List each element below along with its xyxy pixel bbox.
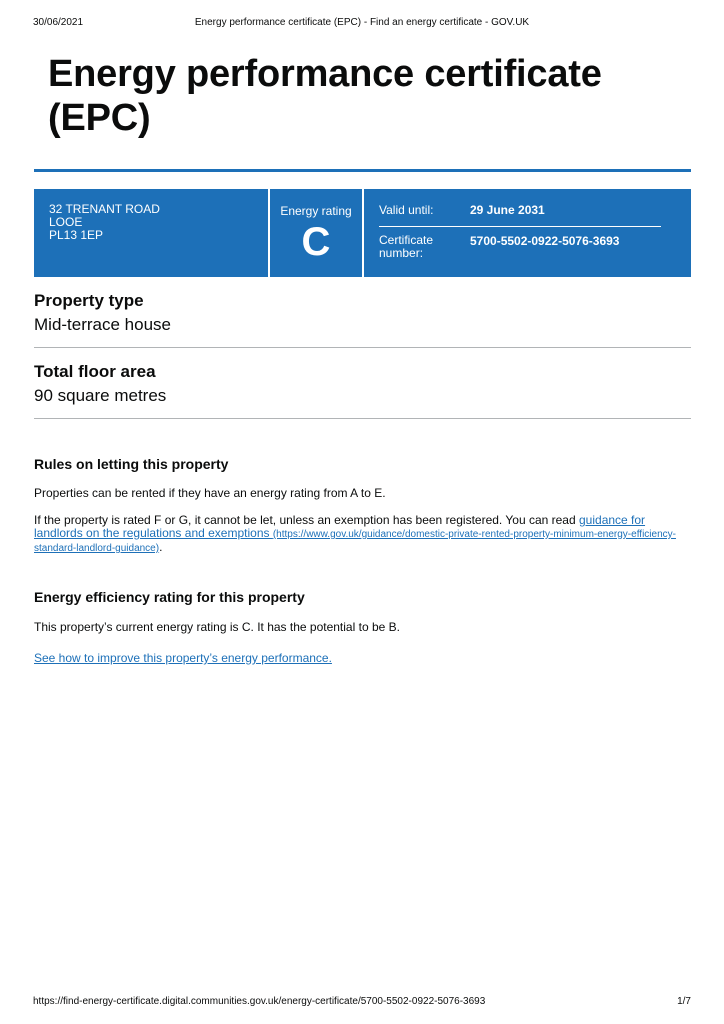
certificate-number-label: Certificate number: xyxy=(379,233,434,260)
valid-until-label: Valid until: xyxy=(379,203,434,217)
letting-rules-heading: Rules on letting this property xyxy=(34,456,229,472)
property-address xyxy=(34,189,268,277)
letting-exemptions-text xyxy=(34,514,691,555)
property-type-heading: Property type xyxy=(34,291,144,310)
sentence-end: . xyxy=(159,540,163,554)
property-type-value: Mid-terrace house xyxy=(34,315,172,334)
address-line-3: PL13 1EP xyxy=(49,228,104,242)
landlord-guidance-link-text: guidance for landlords on the regulations and exemptions xyxy=(34,513,646,540)
floor-area-value: 90 square metres xyxy=(34,386,167,405)
print-document-title: Energy performance certificate (EPC) - Find an energy certificate - GOV.UK xyxy=(194,17,530,28)
efficiency-rating-heading: Energy efficiency rating for this property xyxy=(34,589,305,605)
address-line-2: LOOE xyxy=(49,215,83,229)
title-divider xyxy=(34,169,691,172)
energy-rating-box xyxy=(270,189,362,277)
valid-until-row xyxy=(379,203,661,227)
valid-until-value: 29 June 2031 xyxy=(470,203,545,217)
efficiency-rating-text: This property’s current energy rating is C. It has the potential to be B. xyxy=(34,620,400,634)
energy-rating-letter: C xyxy=(301,220,331,264)
certificate-details xyxy=(364,189,691,277)
print-header xyxy=(33,17,691,31)
section-divider xyxy=(34,418,691,419)
certificate-number-value: 5700-5502-0922-5076-3693 xyxy=(470,234,620,248)
print-page-number: 1/7 xyxy=(677,996,691,1007)
landlord-guidance-url: (https://www.gov.uk/guidance/domestic-private-rented-property-minimum-energy-efficiency-standard-landlord-guidance) xyxy=(34,529,676,554)
letting-rules-text: Properties can be rented if they have an energy rating from A to E. xyxy=(34,486,386,500)
print-date: 30/06/2021 xyxy=(33,17,84,28)
page-title: Energy performance certificate (EPC) xyxy=(48,53,602,139)
energy-rating-label: Energy rating xyxy=(280,204,352,218)
epc-summary-panel xyxy=(34,189,691,277)
section-divider xyxy=(34,347,691,348)
address-line-1: 32 TRENANT ROAD xyxy=(49,202,160,216)
print-footer xyxy=(33,996,691,1010)
improve-performance-link[interactable]: See how to improve this property’s energy performance. xyxy=(34,651,332,665)
floor-area-heading: Total floor area xyxy=(34,362,156,381)
letting-exemptions-intro: If the property is rated F or G, it cannot be let, unless an exemption has been registered. You can read xyxy=(34,513,579,527)
print-page-url: https://find-energy-certificate.digital.communities.gov.uk/energy-certificate/5700-5502-0922-5076-3693 xyxy=(33,996,486,1007)
